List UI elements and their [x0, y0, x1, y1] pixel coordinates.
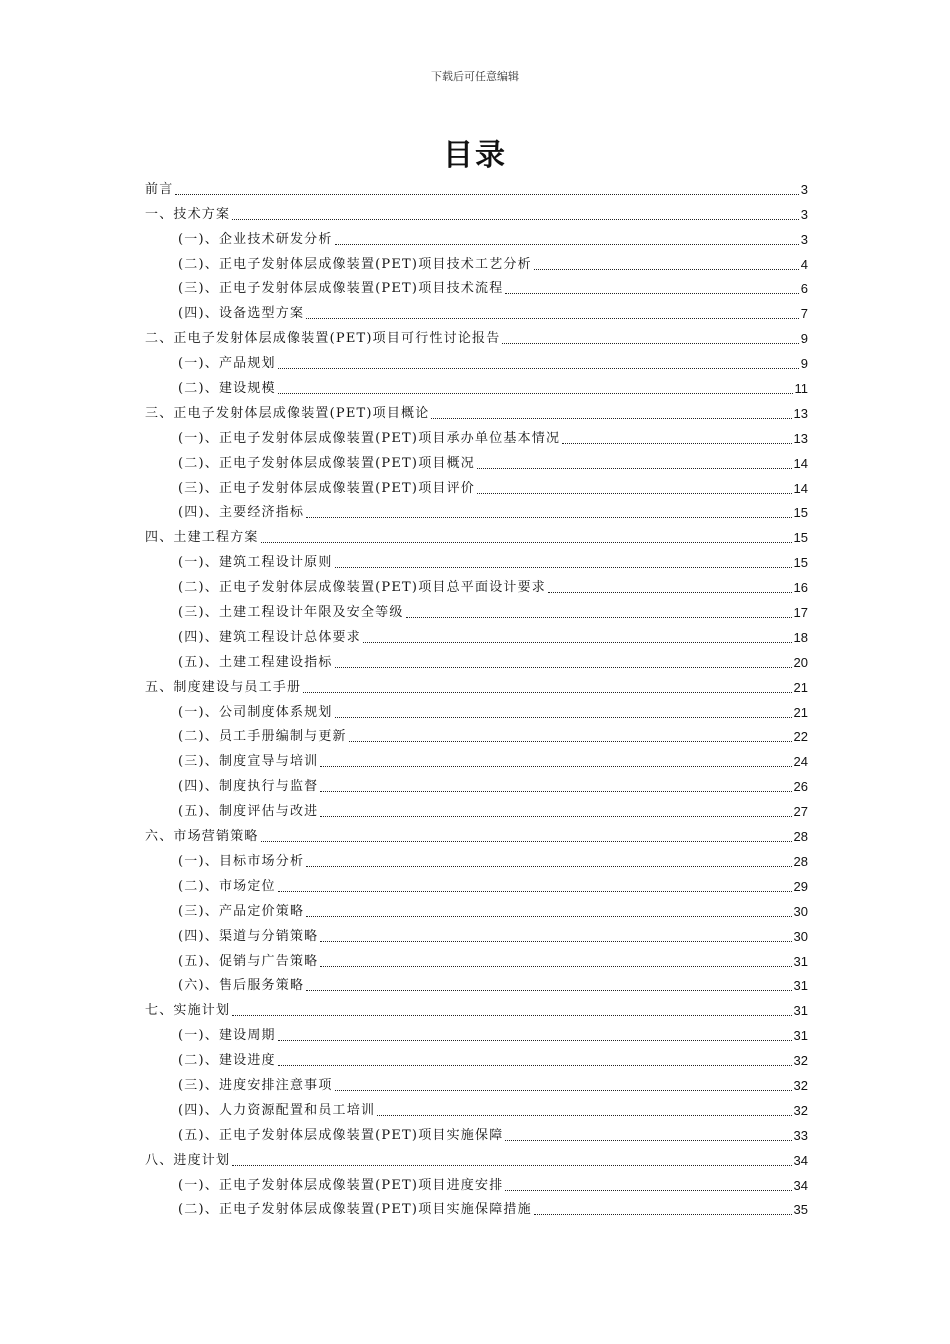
toc-entry-label: 前言	[145, 181, 174, 197]
toc-entry[interactable]	[145, 672, 808, 697]
toc-entry-page: 18	[793, 629, 808, 645]
toc-entry[interactable]	[145, 796, 808, 821]
toc-entry-label: (一)、目标市场分析	[178, 853, 305, 869]
toc-entry-page: 31	[793, 1028, 808, 1044]
toc-entry[interactable]	[145, 498, 808, 523]
toc-entry[interactable]	[145, 821, 808, 846]
toc-entry-page: 6	[800, 281, 808, 297]
toc-entry-label: (三)、制度宣导与培训	[178, 754, 319, 770]
toc-entry[interactable]	[145, 1195, 808, 1220]
toc-entry-page: 35	[793, 1202, 808, 1218]
toc-dot-leader	[261, 541, 792, 543]
toc-entry-page: 31	[793, 1003, 808, 1019]
toc-entry-page: 21	[793, 704, 808, 720]
toc-entry-page: 15	[793, 505, 808, 521]
toc-entry-label: (三)、产品定价策略	[178, 903, 305, 919]
toc-dot-leader	[306, 516, 791, 518]
toc-entry[interactable]	[145, 224, 808, 249]
toc-entry-page: 15	[793, 530, 808, 546]
toc-entry-label: (四)、设备选型方案	[178, 306, 305, 322]
toc-dot-leader	[548, 591, 792, 593]
toc-dot-leader	[505, 1189, 791, 1191]
toc-entry[interactable]	[145, 298, 808, 323]
toc-entry[interactable]	[145, 448, 808, 473]
toc-dot-leader	[335, 666, 792, 668]
toc-dot-leader	[477, 492, 792, 494]
toc-entry[interactable]	[145, 1070, 808, 1095]
toc-dot-leader	[363, 641, 792, 643]
toc-entry[interactable]	[145, 697, 808, 722]
toc-dot-leader	[505, 292, 798, 294]
toc-entry-page: 16	[793, 580, 808, 596]
toc-entry-label: 三、正电子发射体层成像装置(PET)项目概论	[145, 405, 430, 421]
toc-entry-page: 24	[793, 754, 808, 770]
toc-entry[interactable]	[145, 547, 808, 572]
toc-entry-page: 3	[800, 206, 808, 222]
toc-entry-page: 27	[793, 804, 808, 820]
toc-dot-leader	[306, 865, 791, 867]
toc-entry[interactable]	[145, 971, 808, 996]
toc-entry[interactable]	[145, 746, 808, 771]
toc-entry[interactable]	[145, 846, 808, 871]
toc-dot-leader	[306, 317, 799, 319]
toc-dot-leader	[377, 1114, 791, 1116]
toc-entry-page: 28	[793, 853, 808, 869]
toc-entry-label: (一)、建筑工程设计原则	[178, 555, 333, 571]
toc-entry-label: (四)、制度执行与监督	[178, 779, 319, 795]
toc-entry-page: 9	[800, 356, 808, 372]
toc-entry-label: (五)、正电子发射体层成像装置(PET)项目实施保障	[178, 1127, 504, 1143]
toc-dot-leader	[232, 218, 799, 220]
toc-entry-page: 20	[793, 654, 808, 670]
toc-dot-leader	[261, 840, 792, 842]
toc-entry-page: 30	[793, 928, 808, 944]
toc-entry-label: (一)、正电子发射体层成像装置(PET)项目进度安排	[178, 1177, 504, 1193]
toc-entry-label: (二)、正电子发射体层成像装置(PET)项目总平面设计要求	[178, 580, 546, 596]
toc-entry-label: (三)、进度安排注意事项	[178, 1077, 333, 1093]
toc-entry-label: (五)、土建工程建设指标	[178, 654, 333, 670]
toc-dot-leader	[278, 367, 799, 369]
toc-entry-page: 31	[793, 953, 808, 969]
toc-dot-leader	[335, 566, 792, 568]
toc-entry-page: 17	[793, 605, 808, 621]
toc-entry[interactable]	[145, 373, 808, 398]
toc-entry-label: (四)、建筑工程设计总体要求	[178, 629, 361, 645]
toc-entry-page: 26	[793, 779, 808, 795]
toc-entry-label: 一、技术方案	[145, 206, 231, 222]
toc-dot-leader	[278, 1064, 792, 1066]
toc-entry[interactable]	[145, 423, 808, 448]
toc-dot-leader	[349, 740, 792, 742]
toc-entry-page: 14	[793, 455, 808, 471]
toc-entry-page: 4	[800, 256, 808, 272]
toc-entry-label: 六、市场营销策略	[145, 829, 259, 845]
toc-entry-page: 31	[793, 978, 808, 994]
toc-entry-label: (二)、建设规模	[178, 381, 276, 397]
toc-entry[interactable]	[145, 572, 808, 597]
toc-entry-label: (一)、公司制度体系规划	[178, 704, 333, 720]
toc-dot-leader	[477, 467, 792, 469]
toc-entry-page: 11	[794, 381, 808, 397]
toc-entry-label: (三)、正电子发射体层成像装置(PET)项目评价	[178, 480, 475, 496]
header-note: 下载后可任意编辑	[431, 70, 519, 83]
toc-entry-page: 3	[800, 181, 808, 197]
toc-entry-page: 9	[800, 331, 808, 347]
toc-entry-label: (二)、市场定位	[178, 878, 276, 894]
toc-entry[interactable]	[145, 249, 808, 274]
toc-entry[interactable]	[145, 274, 808, 299]
toc-entry-label: (二)、正电子发射体层成像装置(PET)项目技术工艺分析	[178, 256, 532, 272]
toc-dot-leader	[278, 890, 792, 892]
toc-entry-page: 34	[793, 1177, 808, 1193]
toc-entry-label: (三)、土建工程设计年限及安全等级	[178, 605, 404, 621]
toc-entry[interactable]	[145, 946, 808, 971]
toc-entry-page: 15	[793, 555, 808, 571]
toc-dot-leader	[232, 1014, 791, 1016]
toc-entry-page: 13	[793, 405, 808, 421]
toc-dot-leader	[335, 243, 799, 245]
toc-entry-page: 29	[793, 878, 808, 894]
toc-entry-label: (四)、主要经济指标	[178, 505, 305, 521]
toc-entry-label: (四)、人力资源配置和员工培训	[178, 1102, 376, 1118]
toc-entry[interactable]	[145, 348, 808, 373]
toc-entry-label: 七、实施计划	[145, 1003, 231, 1019]
toc-entry[interactable]	[145, 522, 808, 547]
toc-entry-page: 21	[793, 679, 808, 695]
toc-entry-label: (五)、促销与广告策略	[178, 953, 319, 969]
toc-entry-label: 二、正电子发射体层成像装置(PET)项目可行性讨论报告	[145, 331, 501, 347]
toc-entry[interactable]	[145, 1120, 808, 1145]
toc-dot-leader	[232, 1164, 791, 1166]
toc-entry[interactable]	[145, 323, 808, 348]
toc-dot-leader	[534, 268, 799, 270]
toc-entry[interactable]	[145, 722, 808, 747]
toc-entry[interactable]	[145, 1095, 808, 1120]
toc-entry-label: (一)、建设周期	[178, 1028, 276, 1044]
toc-dot-leader	[335, 716, 792, 718]
toc-entry[interactable]	[145, 896, 808, 921]
toc-dot-leader	[175, 193, 798, 195]
toc-dot-leader	[320, 940, 791, 942]
toc-entry-page: 22	[793, 729, 808, 745]
toc-entry-label: (一)、企业技术研发分析	[178, 231, 333, 247]
toc-entry-page: 13	[793, 430, 808, 446]
toc-entry-label: (二)、正电子发射体层成像装置(PET)项目概况	[178, 455, 475, 471]
toc-entry[interactable]	[145, 199, 808, 224]
toc-dot-leader	[303, 691, 791, 693]
toc-entry-page: 14	[793, 480, 808, 496]
toc-entry-label: (四)、渠道与分销策略	[178, 928, 319, 944]
toc-entry[interactable]	[145, 622, 808, 647]
toc-dot-leader	[278, 1039, 792, 1041]
toc-entry[interactable]	[145, 1020, 808, 1045]
toc-entry-page: 32	[793, 1077, 808, 1093]
toc-entry-label: 四、土建工程方案	[145, 530, 259, 546]
toc-entry-label: (六)、售后服务策略	[178, 978, 305, 994]
toc-dot-leader	[320, 765, 791, 767]
toc-entry[interactable]	[145, 995, 808, 1020]
toc-entry-page: 32	[793, 1102, 808, 1118]
toc-entry[interactable]	[145, 597, 808, 622]
toc-dot-leader	[335, 1089, 792, 1091]
toc-entry-label: (三)、正电子发射体层成像装置(PET)项目技术流程	[178, 281, 504, 297]
toc-entry[interactable]	[145, 398, 808, 423]
toc-dot-leader	[406, 616, 792, 618]
toc-entry-page: 3	[800, 231, 808, 247]
toc-title: 目录	[443, 138, 507, 173]
table-of-contents	[145, 174, 808, 1219]
toc-dot-leader	[306, 915, 791, 917]
toc-entry[interactable]	[145, 1045, 808, 1070]
toc-entry-label: 八、进度计划	[145, 1152, 231, 1168]
toc-entry-label: 五、制度建设与员工手册	[145, 679, 302, 695]
toc-entry[interactable]	[145, 174, 808, 199]
toc-entry-page: 30	[793, 903, 808, 919]
toc-dot-leader	[502, 342, 798, 344]
toc-dot-leader	[534, 1213, 792, 1215]
toc-entry[interactable]	[145, 647, 808, 672]
toc-entry[interactable]	[145, 871, 808, 896]
toc-entry-label: (二)、建设进度	[178, 1053, 276, 1069]
toc-dot-leader	[278, 392, 793, 394]
toc-entry-page: 34	[793, 1152, 808, 1168]
toc-entry-label: (二)、员工手册编制与更新	[178, 729, 347, 745]
toc-entry[interactable]	[145, 1145, 808, 1170]
toc-entry[interactable]	[145, 921, 808, 946]
toc-entry[interactable]	[145, 473, 808, 498]
toc-entry-label: (五)、制度评估与改进	[178, 804, 319, 820]
toc-dot-leader	[320, 965, 791, 967]
toc-dot-leader	[306, 989, 791, 991]
toc-dot-leader	[320, 815, 791, 817]
toc-dot-leader	[431, 417, 791, 419]
toc-dot-leader	[562, 442, 791, 444]
toc-dot-leader	[320, 790, 791, 792]
toc-entry-label: (一)、正电子发射体层成像装置(PET)项目承办单位基本情况	[178, 430, 561, 446]
toc-entry-page: 33	[793, 1127, 808, 1143]
toc-entry-label: (二)、正电子发射体层成像装置(PET)项目实施保障措施	[178, 1202, 532, 1218]
toc-entry[interactable]	[145, 771, 808, 796]
toc-entry[interactable]	[145, 1170, 808, 1195]
toc-entry-page: 28	[793, 829, 808, 845]
toc-entry-page: 7	[800, 306, 808, 322]
toc-dot-leader	[505, 1139, 791, 1141]
toc-entry-page: 32	[793, 1053, 808, 1069]
toc-entry-label: (一)、产品规划	[178, 356, 276, 372]
